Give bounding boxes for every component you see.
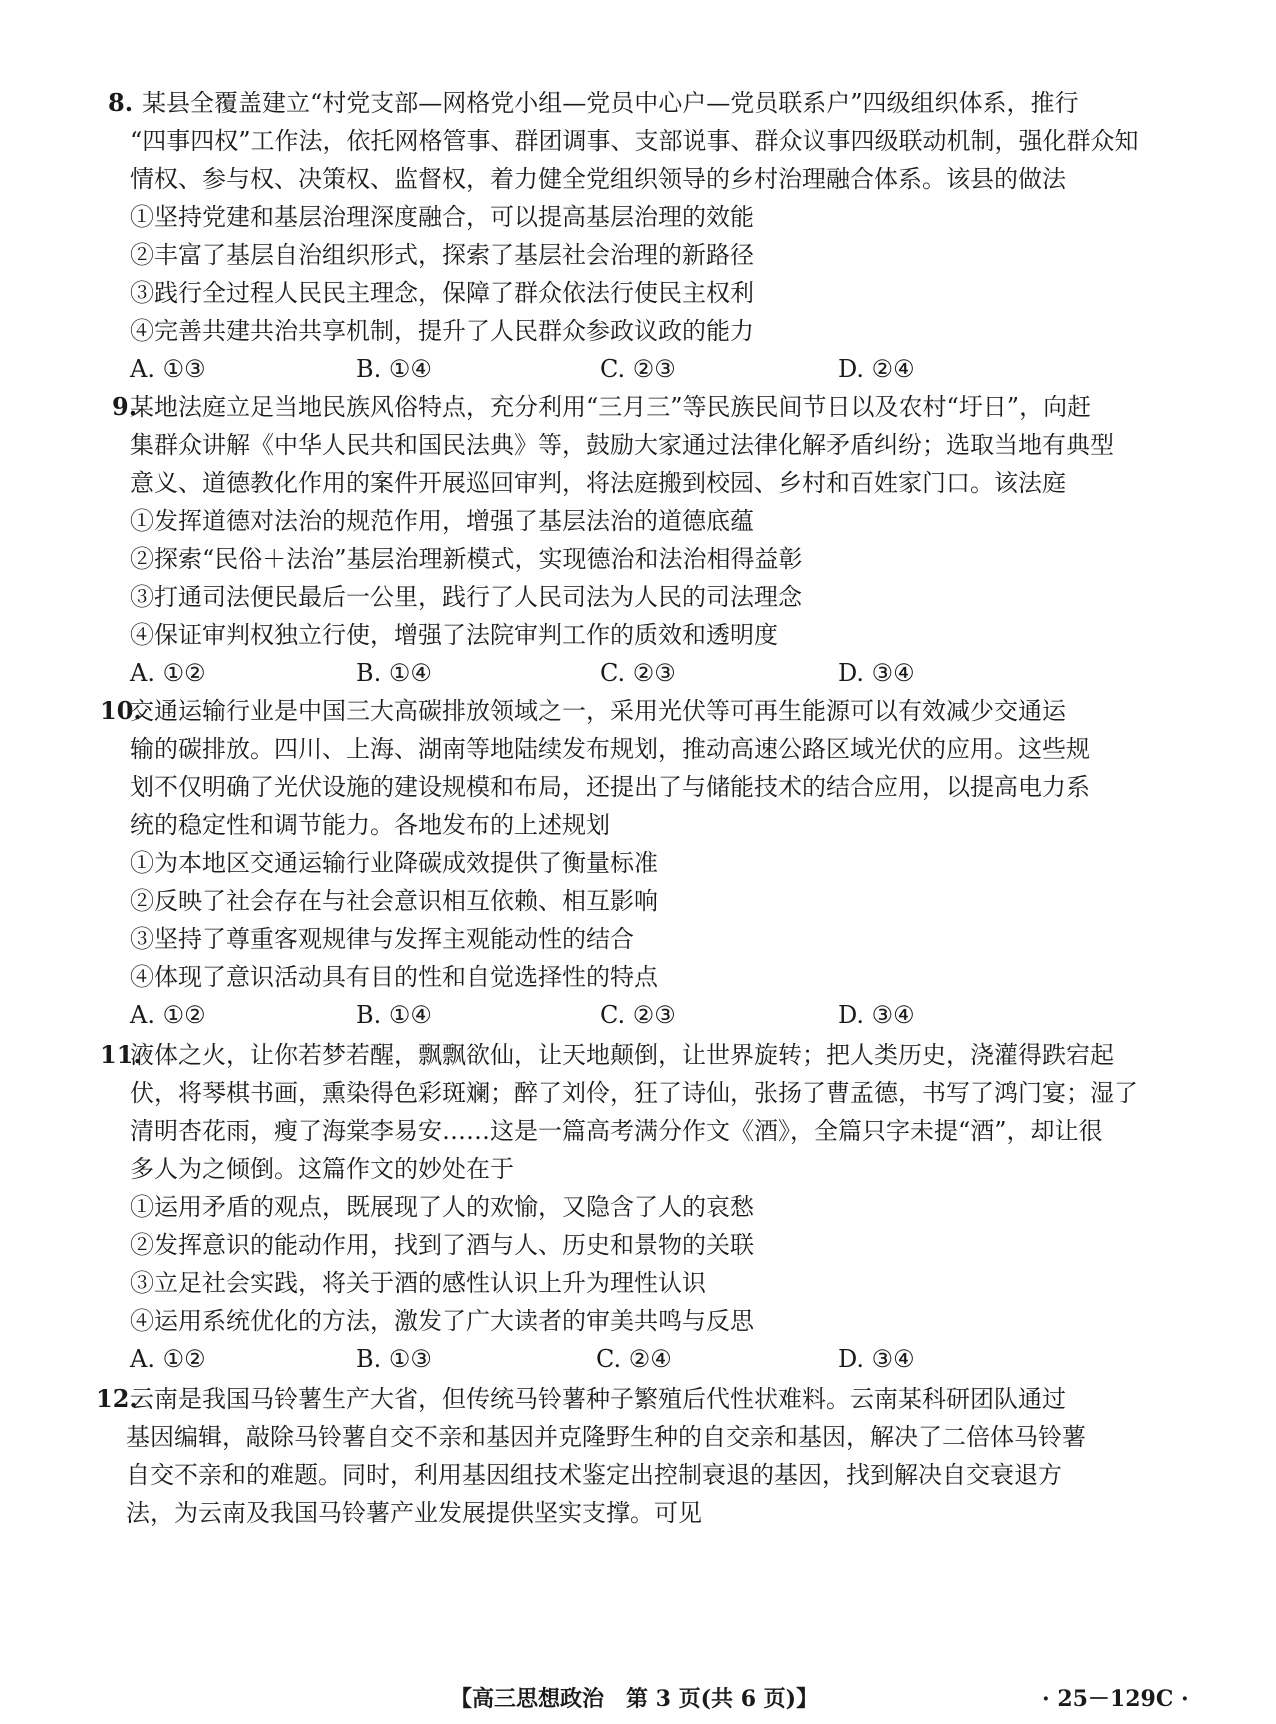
question-stem-line: 伏，将琴棋书画，熏染得色彩斑斓；醉了刘伶，狂了诗仙，张扬了曹孟德，书写了鸿门宴；湿了: [130, 1079, 1138, 1107]
statement: ④保证审判权独立行使，增强了法院审判工作的质效和透明度: [130, 621, 778, 649]
option-c: C. ②③: [600, 659, 676, 687]
option-d: D. ②④: [838, 355, 915, 383]
statement: ③践行全过程人民民主理念，保障了群众依法行使民主权利: [130, 279, 754, 307]
statement: ①发挥道德对法治的规范作用，增强了基层法治的道德底蕴: [130, 507, 754, 535]
question-stem-line: 输的碳排放。四川、上海、湖南等地陆续发布规划，推动高速公路区域光伏的应用。这些规: [130, 735, 1090, 763]
statement: ④运用系统优化的方法，激发了广大读者的审美共鸣与反思: [130, 1307, 754, 1335]
question-number: 10.: [100, 696, 142, 725]
option-c: C. ②④: [596, 1345, 672, 1373]
question-number: 11.: [100, 1040, 142, 1069]
statement: ②反映了社会存在与社会意识相互依赖、相互影响: [130, 887, 658, 915]
option-a: A. ①②: [130, 1345, 206, 1373]
question-stem-line: 基因编辑，敲除马铃薯自交不亲和基因并克隆野生种的自交亲和基因，解决了二倍体马铃薯: [126, 1423, 1086, 1451]
question-stem-line: 自交不亲和的难题。同时，利用基因组技术鉴定出控制衰退的基因，找到解决自交衰退方: [126, 1461, 1062, 1489]
question-number: 8.: [108, 88, 134, 117]
question-stem-line: 集群众讲解《中华人民共和国民法典》等，鼓励大家通过法律化解矛盾纠纷；选取当地有典型: [130, 431, 1114, 459]
statement: ②丰富了基层自治组织形式，探索了基层社会治理的新路径: [130, 241, 754, 269]
statement: ①坚持党建和基层治理深度融合，可以提高基层治理的效能: [130, 203, 754, 231]
question-stem-line: 某县全覆盖建立“村党支部—网格党小组—党员中心户—党员联系户”四级组织体系，推行: [142, 89, 1079, 117]
option-b: B. ①③: [356, 1345, 432, 1373]
option-d: D. ③④: [838, 659, 915, 687]
option-c: C. ②③: [600, 355, 676, 383]
statement: ①运用矛盾的观点，既展现了人的欢愉，又隐含了人的哀愁: [130, 1193, 754, 1221]
statement: ③打通司法便民最后一公里，践行了人民司法为人民的司法理念: [130, 583, 802, 611]
statement: ④体现了意识活动具有目的性和自觉选择性的特点: [130, 963, 658, 991]
question-stem-line: 法，为云南及我国马铃薯产业发展提供坚实支撑。可见: [126, 1499, 702, 1527]
question-stem-line: 意义、道德教化作用的案件开展巡回审判，将法庭搬到校园、乡村和百姓家门口。该法庭: [130, 469, 1066, 497]
option-b: B. ①④: [356, 659, 432, 687]
option-c: C. ②③: [600, 1001, 676, 1029]
question-number: 12.: [96, 1384, 138, 1413]
question-stem-line: 情权、参与权、决策权、监督权，着力健全党组织领导的乡村治理融合体系。该县的做法: [130, 165, 1066, 193]
option-d: D. ③④: [838, 1345, 915, 1373]
question-stem-line: 液体之火，让你若梦若醒，飘飘欲仙，让天地颠倒，让世界旋转；把人类历史，浇灌得跌宕起: [130, 1041, 1114, 1069]
question-stem-line: 云南是我国马铃薯生产大省，但传统马铃薯种子繁殖后代性状难料。云南某科研团队通过: [130, 1385, 1066, 1413]
statement: ③坚持了尊重客观规律与发挥主观能动性的结合: [130, 925, 634, 953]
question-stem-line: 交通运输行业是中国三大高碳排放领域之一，采用光伏等可再生能源可以有效减少交通运: [130, 697, 1066, 725]
page-number-label: 【高三思想政治 第 3 页(共 6 页)】: [450, 1686, 819, 1712]
statement: ②发挥意识的能动作用，找到了酒与人、历史和景物的关联: [130, 1231, 754, 1259]
exam-code: · 25－129C ·: [1042, 1686, 1189, 1712]
option-b: B. ①④: [356, 1001, 432, 1029]
question-stem-line: 多人为之倾倒。这篇作文的妙处在于: [130, 1155, 514, 1183]
question-stem-line: “四事四权”工作法，依托网格管事、群团调事、支部说事、群众议事四级联动机制，强化群众知: [130, 127, 1139, 155]
statement: ①为本地区交通运输行业降碳成效提供了衡量标准: [130, 849, 658, 877]
option-a: A. ①②: [130, 659, 206, 687]
option-a: A. ①③: [130, 355, 206, 383]
statement: ②探索“民俗＋法治”基层治理新模式，实现德治和法治相得益彰: [130, 545, 803, 573]
statement: ③立足社会实践，将关于酒的感性认识上升为理性认识: [130, 1269, 706, 1297]
option-a: A. ①②: [130, 1001, 206, 1029]
question-stem-line: 统的稳定性和调节能力。各地发布的上述规划: [130, 811, 610, 839]
page-footer: [0, 1684, 1276, 1714]
option-d: D. ③④: [838, 1001, 915, 1029]
question-number: 9.: [112, 392, 138, 421]
question-stem-line: 划不仅明确了光伏设施的建设规模和布局，还提出了与储能技术的结合应用，以提高电力系: [130, 773, 1090, 801]
question-stem-line: 某地法庭立足当地民族风俗特点，充分利用“三月三”等民族民间节日以及农村“圩日”，向赶: [130, 393, 1092, 421]
question-stem-line: 清明杏花雨，瘦了海棠李易安……这是一篇高考满分作文《酒》，全篇只字未提“酒”，却让很: [130, 1117, 1103, 1145]
option-b: B. ①④: [356, 355, 432, 383]
statement: ④完善共建共治共享机制，提升了人民群众参政议政的能力: [130, 317, 754, 345]
